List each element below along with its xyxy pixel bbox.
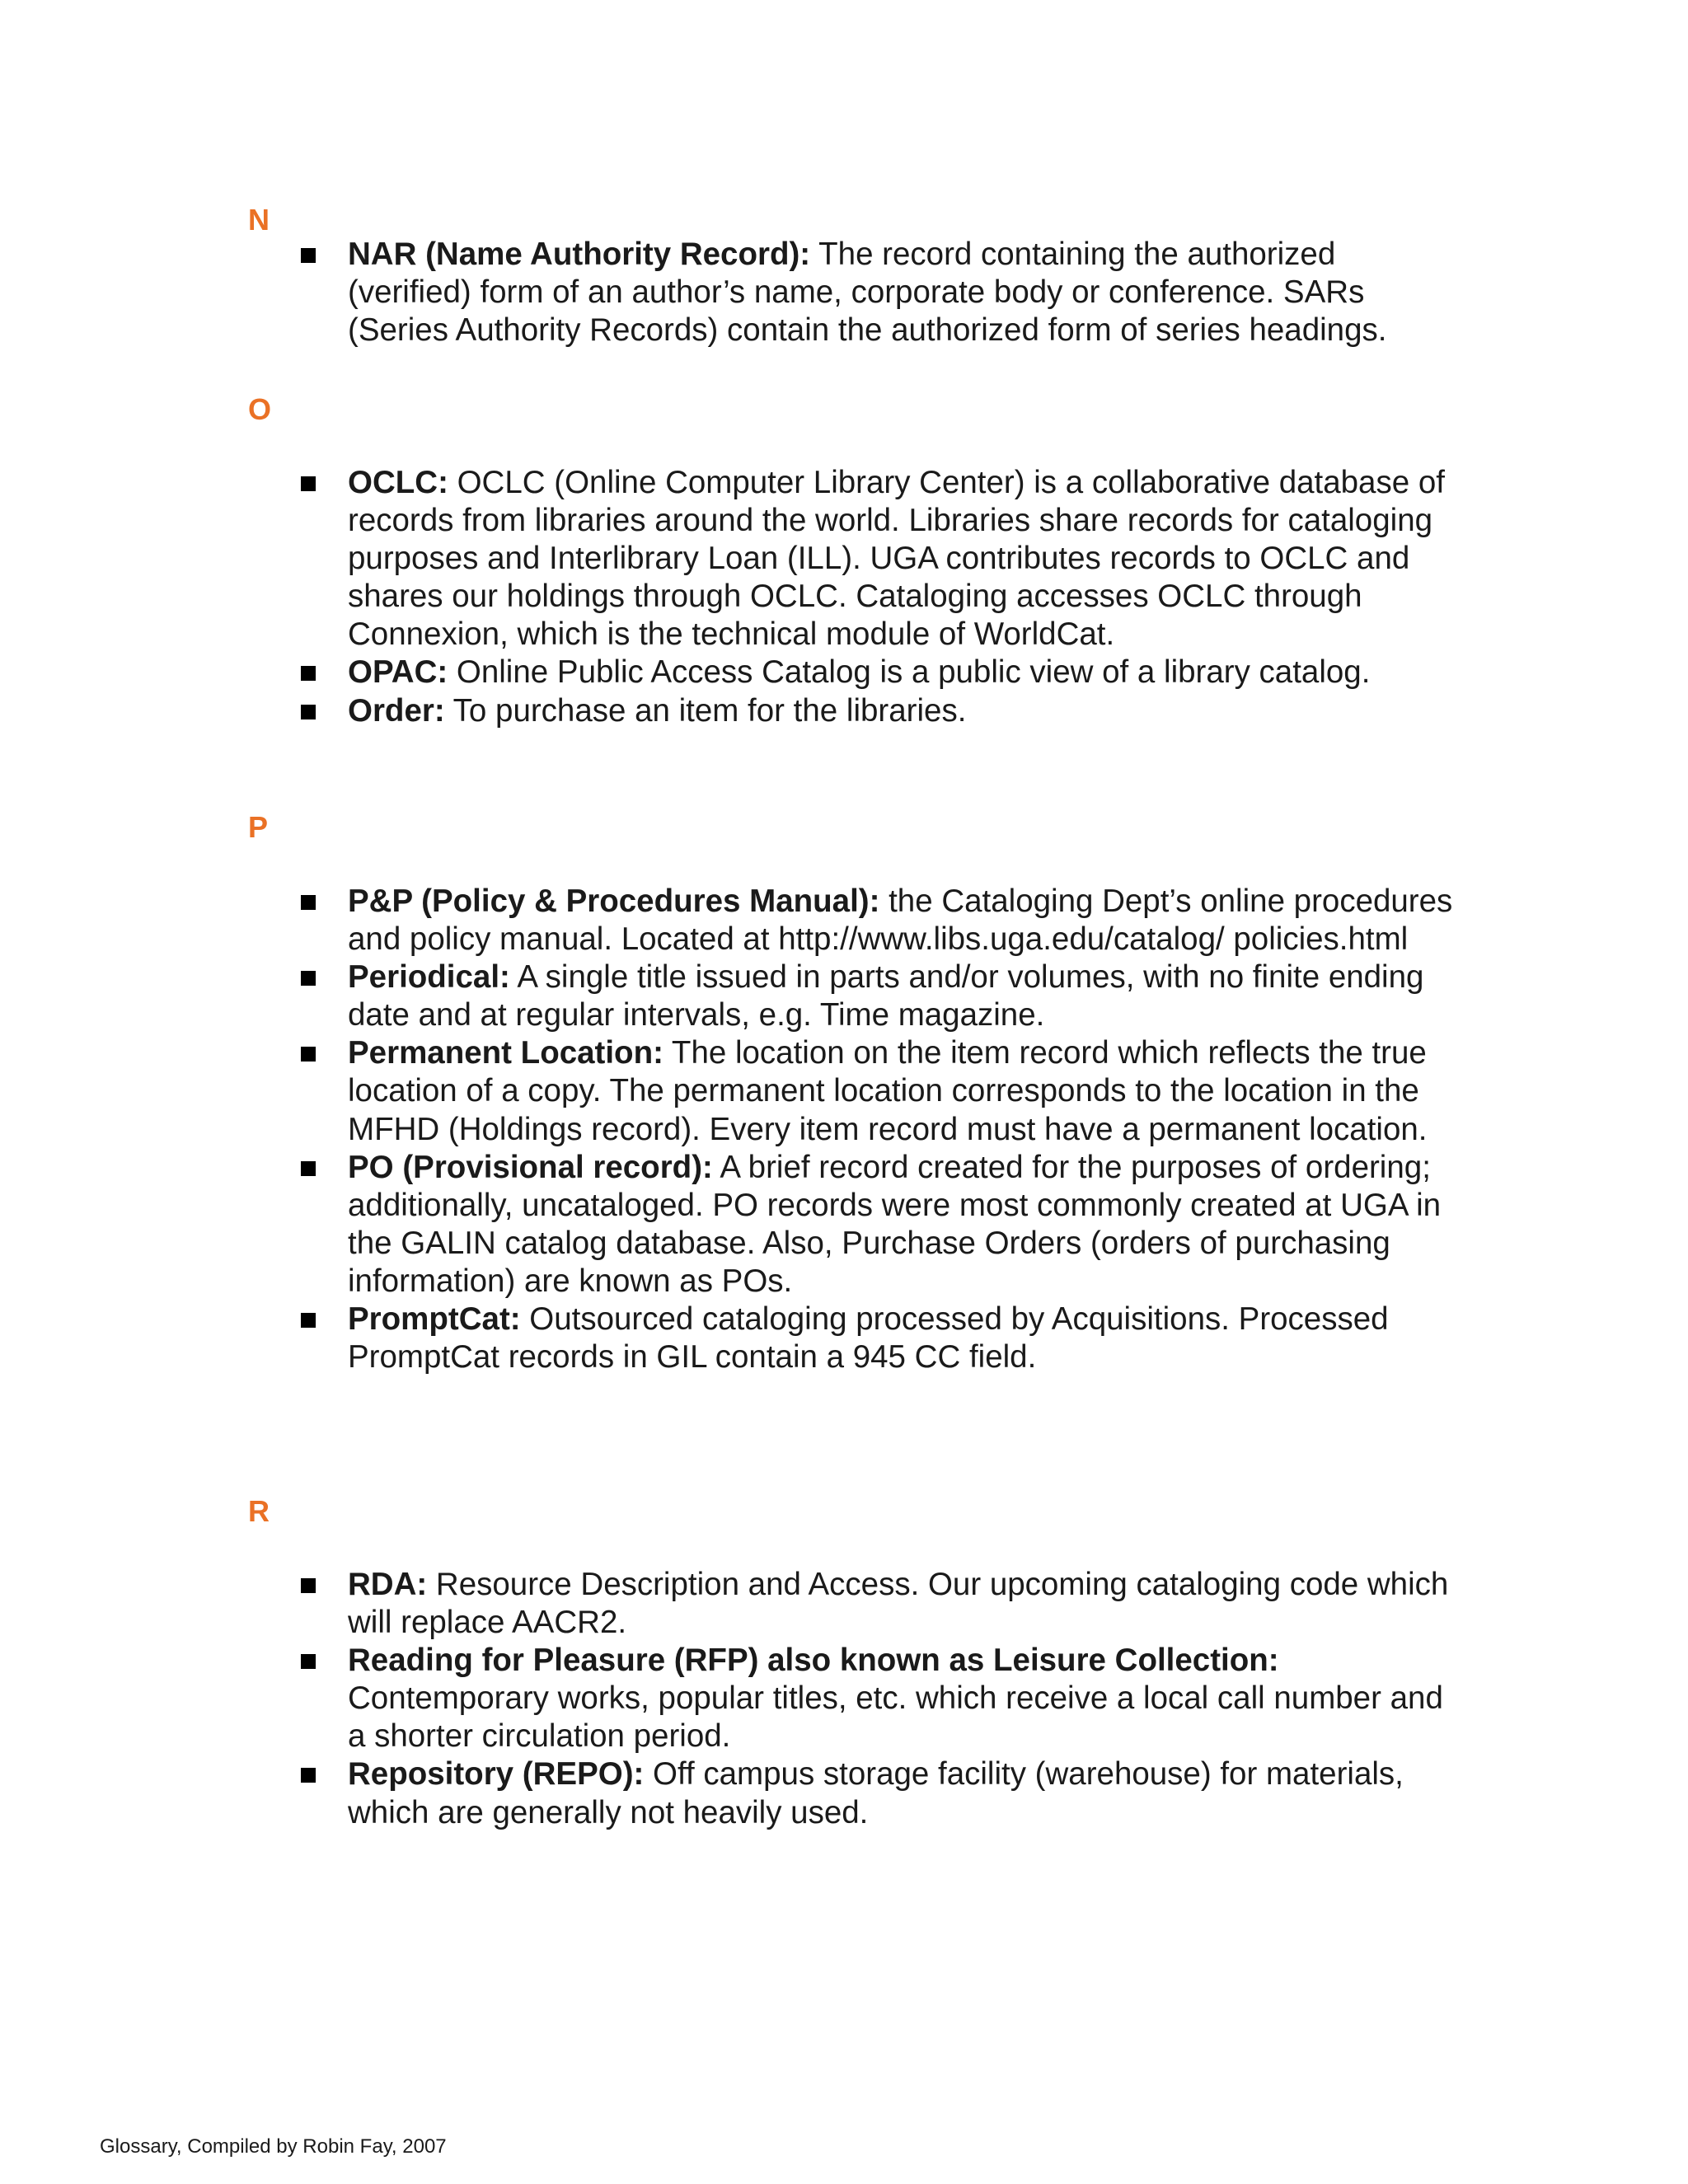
square-bullet-icon (301, 476, 316, 491)
glossary-entry (300, 1034, 1454, 1148)
section-p-list (300, 883, 1454, 1376)
entry-term: Reading for Pleasure (RFP) also known as Leisure Collection: (348, 1643, 1279, 1679)
square-bullet-icon (301, 666, 316, 681)
entry-term: Order: (348, 692, 445, 729)
entry-definition: To purchase an item for the libraries. (444, 692, 967, 729)
glossary-entry (300, 1755, 1454, 1831)
entry-definition: The location on the item record which reflects the true location of a copy. The permanent location corresponds to the location in the MFHD (Holdings record). Every item record must have a permanent location. (348, 1035, 1428, 1147)
square-bullet-icon (301, 1047, 316, 1062)
entry-term: Permanent Location: (348, 1035, 663, 1071)
entry-definition: A single title issued in parts and/or volumes, with no finite ending date and at regular intervals, e.g. Time magazine. (348, 959, 1424, 1033)
entry-definition: OCLC (Online Computer Library Center) is a collaborative database of records from libraries around the world. Libraries share records for cataloging purposes and Interlibrary Loan (ILL). UGA contributes records to OCLC and shares our holdings through OCLC. Cataloging accesses OCLC through Connexion, which is the technical module of WorldCat. (348, 465, 1445, 653)
entry-definition: The record containing the authorized (verified) form of an author’s name, corporate body or conference. SARs (Series Authority Records) contain the authorized form of series headings. (348, 237, 1387, 349)
section-letter-n: N (248, 203, 270, 237)
square-bullet-icon (301, 1768, 316, 1783)
square-bullet-icon (301, 895, 316, 910)
entry-definition: Outsourced cataloging processed by Acquisitions. Processed PromptCat records in GIL contain a 945 CC field. (348, 1301, 1389, 1376)
entry-term: PO (Provisional record): (348, 1149, 713, 1185)
entry-term: P&P (Policy & Procedures Manual): (348, 883, 880, 919)
entry-definition: Online Public Access Catalog is a public view of a library catalog. (448, 654, 1371, 691)
entry-term: OCLC: (348, 465, 448, 500)
section-r-list (300, 1566, 1454, 1832)
entry-definition: the Cataloging Dept’s online procedures and policy manual. Located at http://www.libs.uga.edu/catalog/ policies.html (348, 883, 1453, 958)
square-bullet-icon (301, 248, 316, 263)
glossary-entry (300, 464, 1454, 654)
glossary-entry (300, 1149, 1454, 1301)
glossary-entry (300, 692, 1454, 730)
entry-term: RDA: (348, 1567, 428, 1602)
entry-term: OPAC: (348, 654, 448, 691)
entry-definition: Resource Description and Access. Our upcoming cataloging code which will replace AACR2. (348, 1567, 1449, 1641)
page-footer: Glossary, Compiled by Robin Fay, 2007 (100, 2135, 447, 2158)
square-bullet-icon (301, 1313, 316, 1328)
glossary-entry (300, 654, 1454, 691)
square-bullet-icon (301, 1161, 316, 1176)
square-bullet-icon (301, 1578, 316, 1593)
entry-definition: Off campus storage facility (warehouse) for materials, which are generally not heavily used. (348, 1756, 1404, 1830)
section-letter-o: O (248, 392, 272, 426)
section-n-list (300, 236, 1454, 349)
entry-definition: Contemporary works, popular titles, etc. which receive a local call number and a shorter circulation period. (348, 1680, 1443, 1755)
entry-term: NAR (Name Authority Record): (348, 237, 811, 272)
square-bullet-icon (301, 705, 316, 719)
section-letter-r: R (248, 1494, 270, 1528)
glossary-entry (300, 1566, 1454, 1642)
glossary-entry (300, 958, 1454, 1034)
glossary-entry (300, 1301, 1454, 1376)
square-bullet-icon (301, 971, 316, 986)
glossary-entry (300, 883, 1454, 958)
entry-definition: A brief record created for the purposes of ordering; additionally, uncataloged. PO records were most commonly created at UGA in the GALIN catalog database. Also, Purchase Orders (orders of purchasing information) are known as POs. (348, 1149, 1442, 1299)
square-bullet-icon (301, 1654, 316, 1669)
glossary-entry (300, 236, 1454, 349)
entry-term: Repository (REPO): (348, 1756, 645, 1793)
glossary-entry (300, 1642, 1454, 1755)
entry-term: PromptCat: (348, 1301, 521, 1338)
section-letter-p: P (248, 810, 269, 844)
entry-term: Periodical: (348, 959, 510, 996)
section-o-list (300, 464, 1454, 730)
